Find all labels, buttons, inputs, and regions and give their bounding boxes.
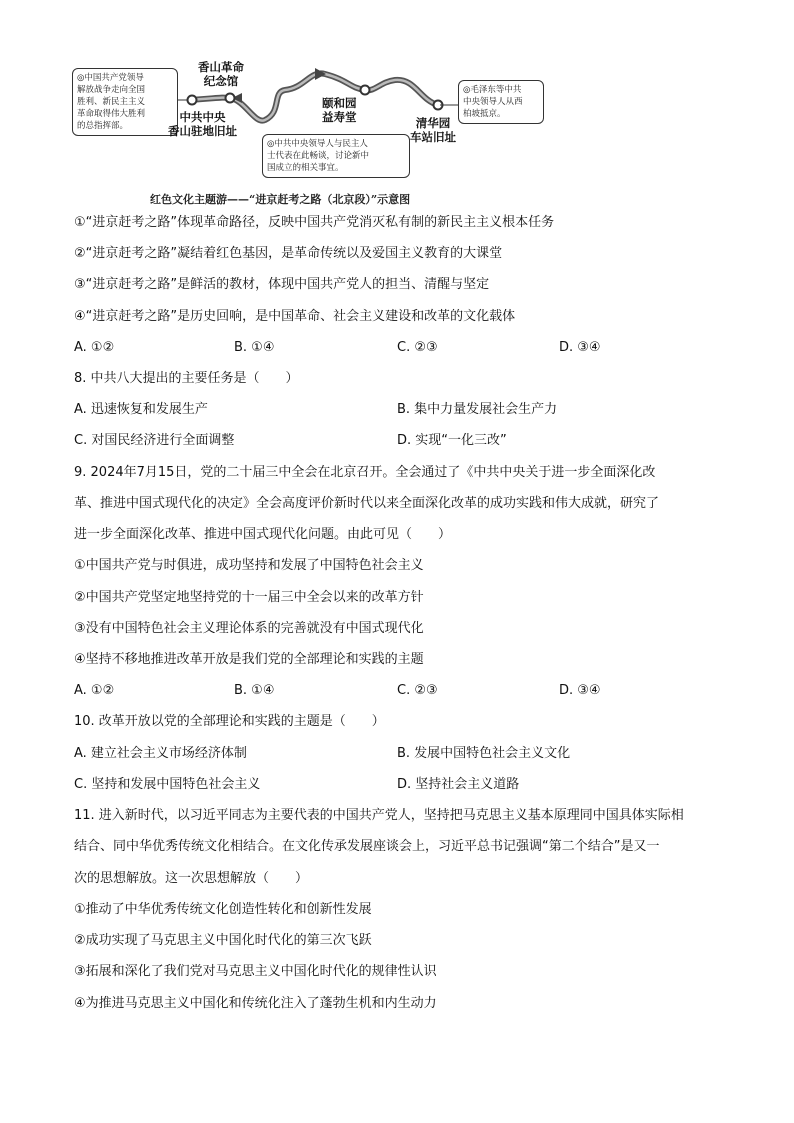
- q11-item-3: ③拓展和深化了我们党对马克思主义中国化时代化的规律性认识: [74, 964, 437, 979]
- q7-item-3: ③“进京赶考之路”是鲜活的教材，体现中国共产党人的担当、清醒与坚定: [74, 277, 490, 292]
- route-arrow-1: [315, 68, 326, 80]
- q11-stem-line-3: 次的思想解放。这一次思想解放（ ）: [74, 871, 309, 886]
- q8-stem: 8. 中共八大提出的主要任务是（ ）: [74, 371, 299, 386]
- q10-option-d[interactable]: D. 坚持社会主义道路: [397, 777, 520, 792]
- q8-option-c[interactable]: C. 对国民经济进行全面调整: [74, 433, 235, 448]
- q9-stem-line-3: 进一步全面深化改革、推进中国式现代化问题。由此可见（ ）: [74, 527, 452, 542]
- q10-option-a[interactable]: A. 建立社会主义市场经济体制: [74, 746, 247, 761]
- q9-stem-line-1: 9. 2024年7月15日，党的二十届三中全会在北京召开。全会通过了《中共中央关于进一步全面深化改: [74, 465, 656, 480]
- station-dot-yiheyuan: [361, 86, 370, 95]
- place-xiangshan-site: 中共中央 香山驻地旧址: [168, 110, 237, 138]
- q11-item-2: ②成功实现了马克思主义中国化时代化的第三次飞跃: [74, 933, 372, 948]
- q10-stem: 10. 改革开放以党的全部理论和实践的主题是（ ）: [74, 714, 385, 729]
- q8-option-d[interactable]: D. 实现“一化三改”: [397, 433, 507, 448]
- q9-item-4: ④坚持不移地推进改革开放是我们党的全部理论和实践的主题: [74, 652, 424, 667]
- q7-item-2: ②“进京赶考之路”凝结着红色基因，是革命传统以及爱国主义教育的大课堂: [74, 246, 503, 261]
- station-dot-xiangshan-site: [188, 96, 197, 105]
- q11-stem-line-1: 11. 进入新时代，以习近平同志为主要代表的中国共产党人，坚持把马克思主义基本原理同中国具体实际相: [74, 808, 684, 823]
- q11-item-1: ①推动了中华优秀传统文化创造性转化和创新性发展: [74, 902, 372, 917]
- q9-stem-line-2: 革、推进中国式现代化的决定》全会高度评价新时代以来全面深化改革的成功实践和伟大成就，研究了: [74, 496, 660, 511]
- place-yiheyuan: 颐和园 益寿堂: [322, 96, 357, 124]
- q7-option-a[interactable]: A. ①②: [74, 340, 115, 355]
- q10-option-c[interactable]: C. 坚持和发展中国特色社会主义: [74, 777, 261, 792]
- q9-option-a[interactable]: A. ①②: [74, 683, 115, 698]
- q9-item-3: ③没有中国特色社会主义理论体系的完善就没有中国式现代化: [74, 621, 424, 636]
- q10-option-b[interactable]: B. 发展中国特色社会主义文化: [397, 746, 571, 761]
- note-left: ◎中国共产党领导 解放战争走向全国 胜利、新民主主义 革命取得伟大胜利 的总指挥部。: [72, 68, 178, 136]
- q11-item-4: ④为推进马克思主义中国化和传统化注入了蓬勃生机和内生动力: [74, 996, 437, 1011]
- q7-item-1: ①“进京赶考之路”体现革命路径，反映中国共产党消灭私有制的新民主主义根本任务: [74, 215, 555, 230]
- figure-caption: 红色文化主题游——“进京赶考之路（北京段）”示意图: [150, 193, 411, 206]
- q11-stem-line-2: 结合、同中华优秀传统文化相结合。在文化传承发展座谈会上，习近平总书记强调“第二个结合”是又一: [74, 839, 660, 854]
- q9-option-c[interactable]: C. ②③: [397, 683, 438, 698]
- note-right: ◎毛泽东等中共 中央领导人从西 柏坡抵京。: [458, 80, 544, 124]
- q9-option-d[interactable]: D. ③④: [559, 683, 601, 698]
- q7-option-b[interactable]: B. ①④: [234, 340, 275, 355]
- route-diagram: [60, 50, 560, 210]
- q9-option-b[interactable]: B. ①④: [234, 683, 275, 698]
- q8-option-a[interactable]: A. 迅速恢复和发展生产: [74, 402, 208, 417]
- note-middle: ◎中共中央领导人与民主人 士代表在此畅谈，讨论新中 国成立的相关事宜。: [262, 134, 410, 178]
- q9-item-1: ①中国共产党与时俱进，成功坚持和发展了中国特色社会主义: [74, 558, 424, 573]
- q7-item-4: ④“进京赶考之路”是历史回响，是中国革命、社会主义建设和改革的文化载体: [74, 309, 516, 324]
- station-dot-xiangshan-hall: [226, 94, 235, 103]
- place-qinghua: 清华园 车站旧址: [410, 116, 456, 144]
- q8-option-b[interactable]: B. 集中力量发展社会生产力: [397, 402, 558, 417]
- q7-option-c[interactable]: C. ②③: [397, 340, 438, 355]
- place-xiangshan-hall: 香山革命 纪念馆: [198, 60, 244, 88]
- q9-item-2: ②中国共产党坚定地坚持党的十一届三中全会以来的改革方针: [74, 590, 424, 605]
- q7-option-d[interactable]: D. ③④: [559, 340, 601, 355]
